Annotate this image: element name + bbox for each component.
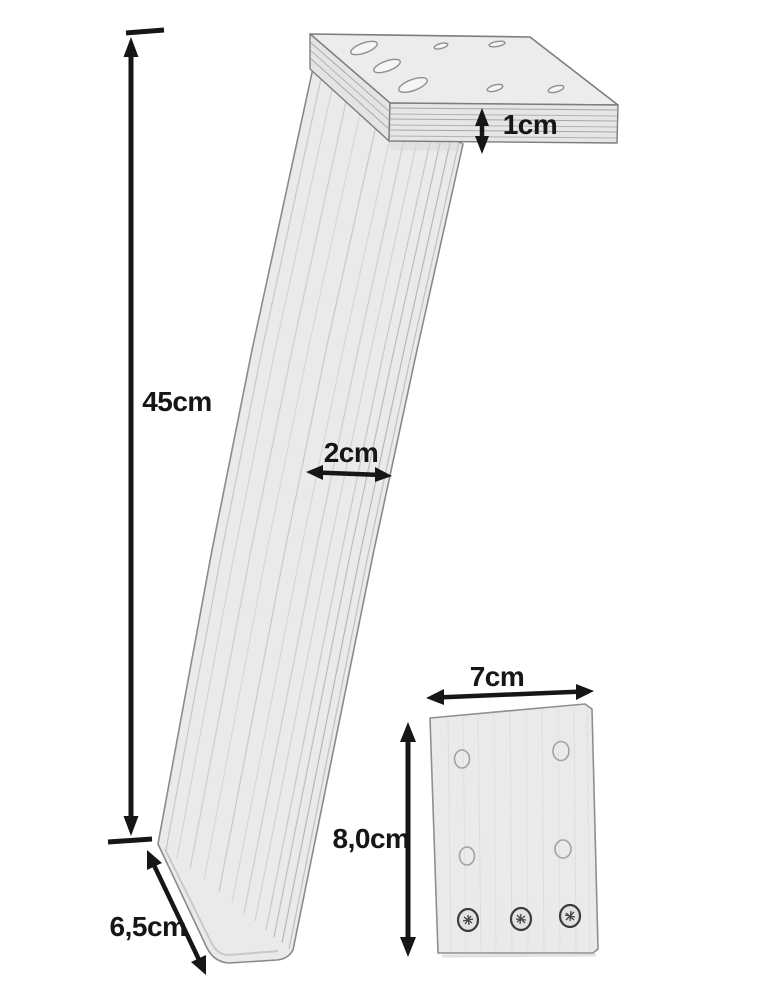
plate-height-dimension-label: 8,0cm: [332, 823, 410, 854]
screw-icon: [458, 909, 478, 931]
plate-width-dimension-label: 7cm: [469, 661, 525, 692]
foot-depth-dimension-label: 6,5cm: [109, 911, 187, 942]
detail-mounting-plate: [430, 704, 598, 956]
screw-icon: [560, 905, 580, 927]
plate-thickness-dimension-label: 1cm: [502, 109, 558, 140]
height-dimension-label: 45cm: [142, 386, 212, 417]
leg-illustration: [158, 68, 463, 963]
detail-plate-shadow: [442, 955, 596, 956]
leg-thickness-dimension-label: 2cm: [323, 437, 379, 468]
height-dimension-arrow: [108, 30, 164, 842]
screw-icon: [511, 908, 531, 930]
